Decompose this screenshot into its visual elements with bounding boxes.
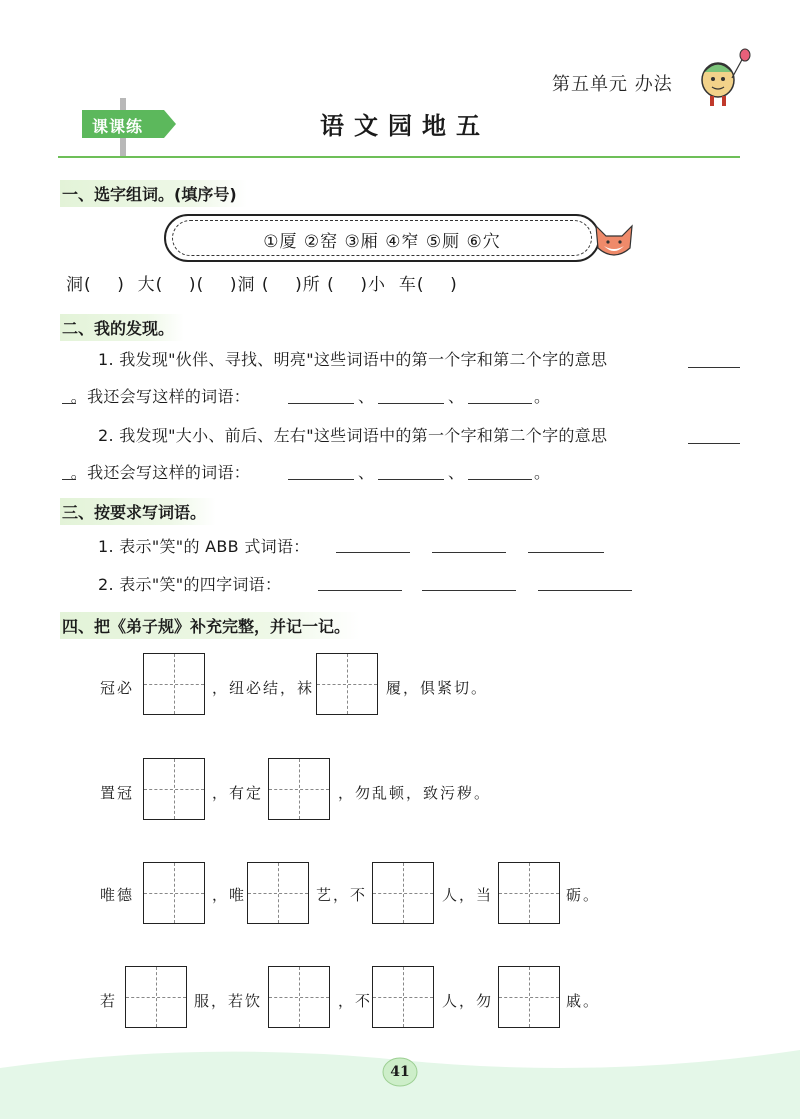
verse-text: 人，当 — [442, 886, 494, 904]
answer-blank[interactable] — [422, 590, 516, 591]
section-heading-1: 一、选字组词。(填序号) — [60, 180, 247, 207]
question-2-1-line2: 。我还会写这样的词语： — [60, 387, 251, 406]
answer-blank[interactable] — [468, 403, 532, 404]
character-box[interactable] — [372, 966, 434, 1028]
page-number: 41 — [390, 1064, 410, 1080]
question-2-2-line1: 2. 我发现"大小、前后、左右"这些词语中的第一个字和第二个字的意思 — [98, 426, 608, 445]
verse-text: 若 — [100, 992, 118, 1010]
answer-blank[interactable] — [538, 590, 632, 591]
character-box[interactable] — [143, 758, 205, 820]
question-3-1: 1. 表示"笑"的 ABB 式词语： — [98, 537, 310, 556]
fox-icon — [590, 216, 638, 264]
verse-text: ，勿乱顿，致污秽。 — [338, 784, 492, 802]
options-text: ①厦 ②窑 ③厢 ④窄 ⑤厕 ⑥穴 — [263, 232, 501, 252]
answer-blank[interactable] — [688, 443, 740, 444]
character-box[interactable] — [498, 862, 560, 924]
answer-blank[interactable] — [378, 403, 444, 404]
character-box[interactable] — [316, 653, 378, 715]
character-box[interactable] — [498, 966, 560, 1028]
separator: 、 — [358, 463, 375, 482]
period: 。 — [534, 387, 551, 406]
character-box[interactable] — [268, 758, 330, 820]
answer-blank[interactable] — [688, 367, 740, 368]
character-box[interactable] — [125, 966, 187, 1028]
verse-text: 履，俱紧切。 — [386, 679, 489, 697]
verse-text: 服，若饮 — [194, 992, 263, 1010]
word-blanks-row[interactable]: 洞( ) 大( )( )洞 ( )所 ( )小 车( ) — [66, 275, 458, 295]
verse-text: ，不 — [338, 992, 373, 1010]
verse-text: 戚。 — [566, 992, 601, 1010]
answer-blank[interactable] — [336, 552, 410, 553]
period: 。 — [534, 463, 551, 482]
character-box[interactable] — [372, 862, 434, 924]
character-box[interactable] — [268, 966, 330, 1028]
header-divider — [58, 156, 740, 158]
verse-text: ，纽必结，袜 — [212, 679, 315, 697]
verse-text: ，唯 — [212, 886, 247, 904]
question-2-1-line1: 1. 我发现"伙伴、寻找、明亮"这些词语中的第一个字和第二个字的意思 — [98, 350, 608, 369]
verse-text: 冠必 — [100, 679, 135, 697]
answer-blank[interactable] — [378, 479, 444, 480]
separator: 、 — [448, 463, 465, 482]
verse-text: 艺，不 — [316, 886, 368, 904]
character-box[interactable] — [143, 862, 205, 924]
separator: 、 — [448, 387, 465, 406]
answer-blank[interactable] — [432, 552, 506, 553]
answer-blank[interactable] — [288, 479, 354, 480]
unit-label: 第五单元 办法 — [552, 74, 673, 95]
verse-text: ，有定 — [212, 784, 264, 802]
badge-label: 课课练 — [92, 117, 144, 136]
mascot-icon — [692, 48, 752, 110]
answer-blank[interactable] — [318, 590, 402, 591]
character-box[interactable] — [247, 862, 309, 924]
question-3-2: 2. 表示"笑"的四字词语： — [98, 575, 282, 594]
answer-blank[interactable] — [288, 403, 354, 404]
section-heading-3: 三、按要求写词语。 — [60, 498, 216, 525]
answer-blank[interactable] — [468, 479, 532, 480]
answer-blank[interactable] — [528, 552, 604, 553]
separator: 、 — [358, 387, 375, 406]
page-title: 语文园地五 — [320, 111, 490, 140]
verse-text: 唯德 — [100, 886, 135, 904]
verse-text: 人，勿 — [442, 992, 494, 1010]
verse-text: 置冠 — [100, 784, 135, 802]
section-heading-4: 四、把《弟子规》补充完整，并记一记。 — [60, 612, 360, 639]
question-2-2-line2: 。我还会写这样的词语： — [60, 463, 251, 482]
verse-text: 砺。 — [566, 886, 601, 904]
section-heading-2: 二、我的发现。 — [60, 314, 184, 341]
character-box[interactable] — [143, 653, 205, 715]
